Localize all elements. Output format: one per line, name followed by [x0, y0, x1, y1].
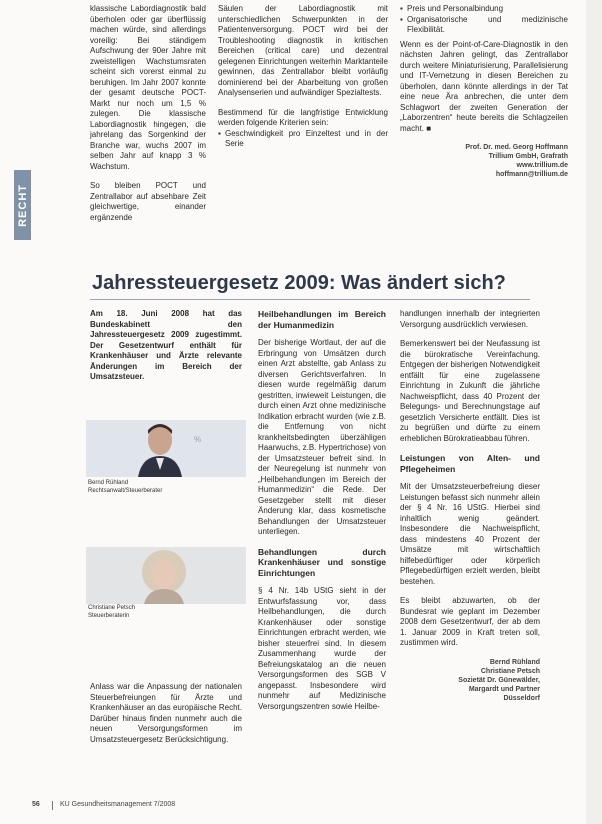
page-number: 56	[32, 801, 40, 808]
author-company: Trillium GmbH, Grafrath	[488, 153, 568, 160]
lead-paragraph: Am 18. Juni 2008 hat das Bundeskabinett den Jahressteuergesetz 2009 zugestimmt. Der Gesetzentwurf enthält für Krankenhäuser und Ärzte relevante Änderungen im Bereich der Umsatzsteuer.	[90, 309, 242, 381]
bullet-list	[400, 4, 568, 36]
author-website: www.trillium.de	[516, 162, 568, 169]
section-heading: Behandlungen durch Krankenhäuser und sonstige Einrichtungen	[258, 546, 386, 578]
paragraph: Bestimmend für die langfristige Entwicklung werden folgende Kriterien sein:	[218, 107, 388, 127]
caption-name: Christiane Petsch	[88, 605, 136, 611]
author-name: Christiane Petsch	[480, 667, 540, 675]
footer-divider	[52, 801, 53, 810]
bullet-list	[218, 129, 388, 150]
lead-column	[90, 309, 242, 392]
paragraph: Säulen der Labordiagnostik mit unterschiedlichen Schwerpunkten in der Patientenversorgung. POCT wird bei der Troubleshooting diagnostik in kritischen Bereichen (critical care) und dezentral gelegenen Einrichtungen weiterhin Marktanteile gewinnen, das Zentrallabor bleibt vorläufig dominierend bei der Abarbeitung von großen Analysenserien und aufwändiger Spezialtests.	[218, 4, 388, 97]
article-title: Jahressteuergesetz 2009: Was ändert sich?	[92, 272, 506, 294]
paragraph: Es bleibt abzuwarten, ob der Bundesrat wie geplant im Dezember 2008 dem Gesetzentwurf, der ab dem 1. Januar 2009 in Kraft treten soll, zustimmen wird.	[400, 596, 540, 647]
photo-caption-1	[88, 479, 162, 495]
author-name: Prof. Dr. med. Georg Hoffmann	[465, 144, 568, 151]
svg-text:%: %	[194, 435, 202, 444]
section-heading: Leistungen von Alten- und Pflegeheimen	[400, 453, 540, 474]
caption-role: Rechtsanwalt/Steuerberater	[88, 488, 163, 494]
top-column-3	[400, 4, 568, 179]
paragraph: Der bisherige Wortlaut, der auf die Erbringung von Umsätzen durch einen Arzt abstellte, gab Anlass zu diversen Gerichtsverfahren. In diesen wurde regelmäßig darum gestritten, inwieweit Leistungen, die durch einen Arzt ohne medizinische Indikation erbracht wurden (wie z.B. die Entfernung von nicht krankheitsbedingten überzähligen Haarwuchs, z.B. Hypertrichose) von der Umsatzsteuer befreit sind. In der Neuregelung ist nunmehr von „Heilbehandlungen im Bereich der Humanmedizin“ die Rede. Der Gesetzgeber stellt mit dieser Änderung klar, dass kosmetische Behandlungen der Umsatzsteuer unterliegen.	[258, 338, 386, 536]
caption-role: Steuerberaterin	[88, 613, 130, 619]
page-edge	[586, 0, 602, 824]
body-column-2	[258, 309, 386, 721]
body-column-3	[400, 309, 540, 703]
top-column-1	[90, 4, 206, 232]
list-item: ▪ Preis und Personalbindung	[400, 4, 568, 15]
paragraph: Mit der Umsatzsteuerbefreiung dieser Leistungen befasst sich nunmehr allein der § 4 Nr. 16 UStG. Hierbei sind inhaltlich wenig geändert. Insbesondere die Nachweispflicht, dass mindestens 40 Prozent der Umsätze mit wirtschaftlich hilfebedürftiger oder körperlich Pflegebedürftigen erzielt werden, bleibt bestehen.	[400, 482, 540, 586]
author-signature	[400, 143, 568, 179]
author-firm: Margardt und Partner	[468, 685, 540, 693]
photo-caption-2	[88, 604, 135, 620]
paragraph: § 4 Nr. 14b UStG sieht in der Entwurfsfassung vor, dass Heilbehandlungen, die durch Krankenhäuser oder sonstige Einrichtungen erbracht werden, wie bisher steuerfrei sind. In diesem Zusammenhang wurde der Befreiungskatalog an die neuen Versorgungsformen des SGB V angepasst. Insbesondere wird nunmehr auf Medizinische Versorgungszentren sowie Heilbe-	[258, 586, 386, 711]
paragraph: Wenn es der Point-of-Care-Diagnostik in den nächsten Jahren gelingt, das Zentrallabor durch weitere Miniaturisierung, Parallelisierung und IT-Vernetzung in diesen Bereichen zu überholen, dann könnte allerdings in der Tat eine neue Ära anbrechen, die unter dem Schlagwort der zweiten Generation der „Laborzentren“ heute bereits die Schlagzeilen macht. ■	[400, 39, 568, 133]
author-firm: Sozietät Dr. Günewälder,	[458, 676, 540, 684]
author-email: hoffmann@trillium.de	[495, 171, 568, 178]
caption-name: Bernd Rühland	[88, 480, 129, 486]
paragraph: Bemerkenswert bei der Neufassung ist die bürokratische Vereinfachung. Entgegen der bisherigen Notwendigkeit entfällt für eine zugelassene Einrichtung in Zukunft die jährliche Nachweispflicht, dass 40 Prozent der Belegungs- und Berechnungstage auf gesetzlich Versicherte entfällt. Dies ist zu begrüßen und dürfte zu einem erheblichen Bürokratieabbau führen.	[400, 339, 540, 443]
author-photo-2	[86, 547, 246, 604]
list-item: ▪ Organisatorische und medizinische Flexibilität.	[400, 15, 568, 36]
paragraph: handlungen innerhalb der integrierten Versorgung ausdrücklich verwiesen.	[400, 309, 540, 329]
section-tab-label: RECHT	[16, 183, 29, 227]
authors-signature	[400, 658, 540, 703]
author-photo-1	[86, 420, 246, 477]
author-name: Bernd Rühland	[489, 658, 540, 666]
body-column-1	[90, 682, 242, 754]
section-heading: Heilbehandlungen im Bereich der Humanmedizin	[258, 309, 386, 330]
paragraph: So bleiben POCT und Zentrallabor auf absehbare Zeit gleichwertige, einander ergänzende	[90, 181, 206, 222]
top-column-2	[218, 4, 388, 150]
title-divider	[90, 299, 530, 300]
paragraph: klassische Labordiagnostik bald überholen oder gar überflüssig machen würde, sind allerdings voreilig: Bei ständigem Aufschwung der 90er Jahre mit zweistelligen Wachstumsraten scheint sich vorerst einmal zu beruhigen. Im Jahr 2007 konnte der gesamt deutsche POCT-Markt nur noch um 1,5 % zulegen. Die klassische Labordiagnostik hingegen, die jahrelang das Sorgenkind der Branche war, wuchs 2007 im selben Jahr auf knapp 3 % Wachstum.	[90, 4, 206, 171]
journal-name: KU Gesundheitsmanagement 7/2008	[60, 801, 176, 808]
section-tab	[14, 170, 31, 240]
list-item: ▪ Geschwindigkeit pro Einzeltest und in der Serie	[218, 129, 388, 150]
author-city: Düsseldorf	[503, 694, 540, 702]
paragraph: Anlass war die Anpassung der nationalen Steuerbefreiungen für Ärzte und Krankenhäuser an das europäische Recht. Darüber hinaus finden nunmehr auch die neuen Versorgungsformen im Umsatzsteuergesetz Berücksichtigung.	[90, 682, 242, 744]
